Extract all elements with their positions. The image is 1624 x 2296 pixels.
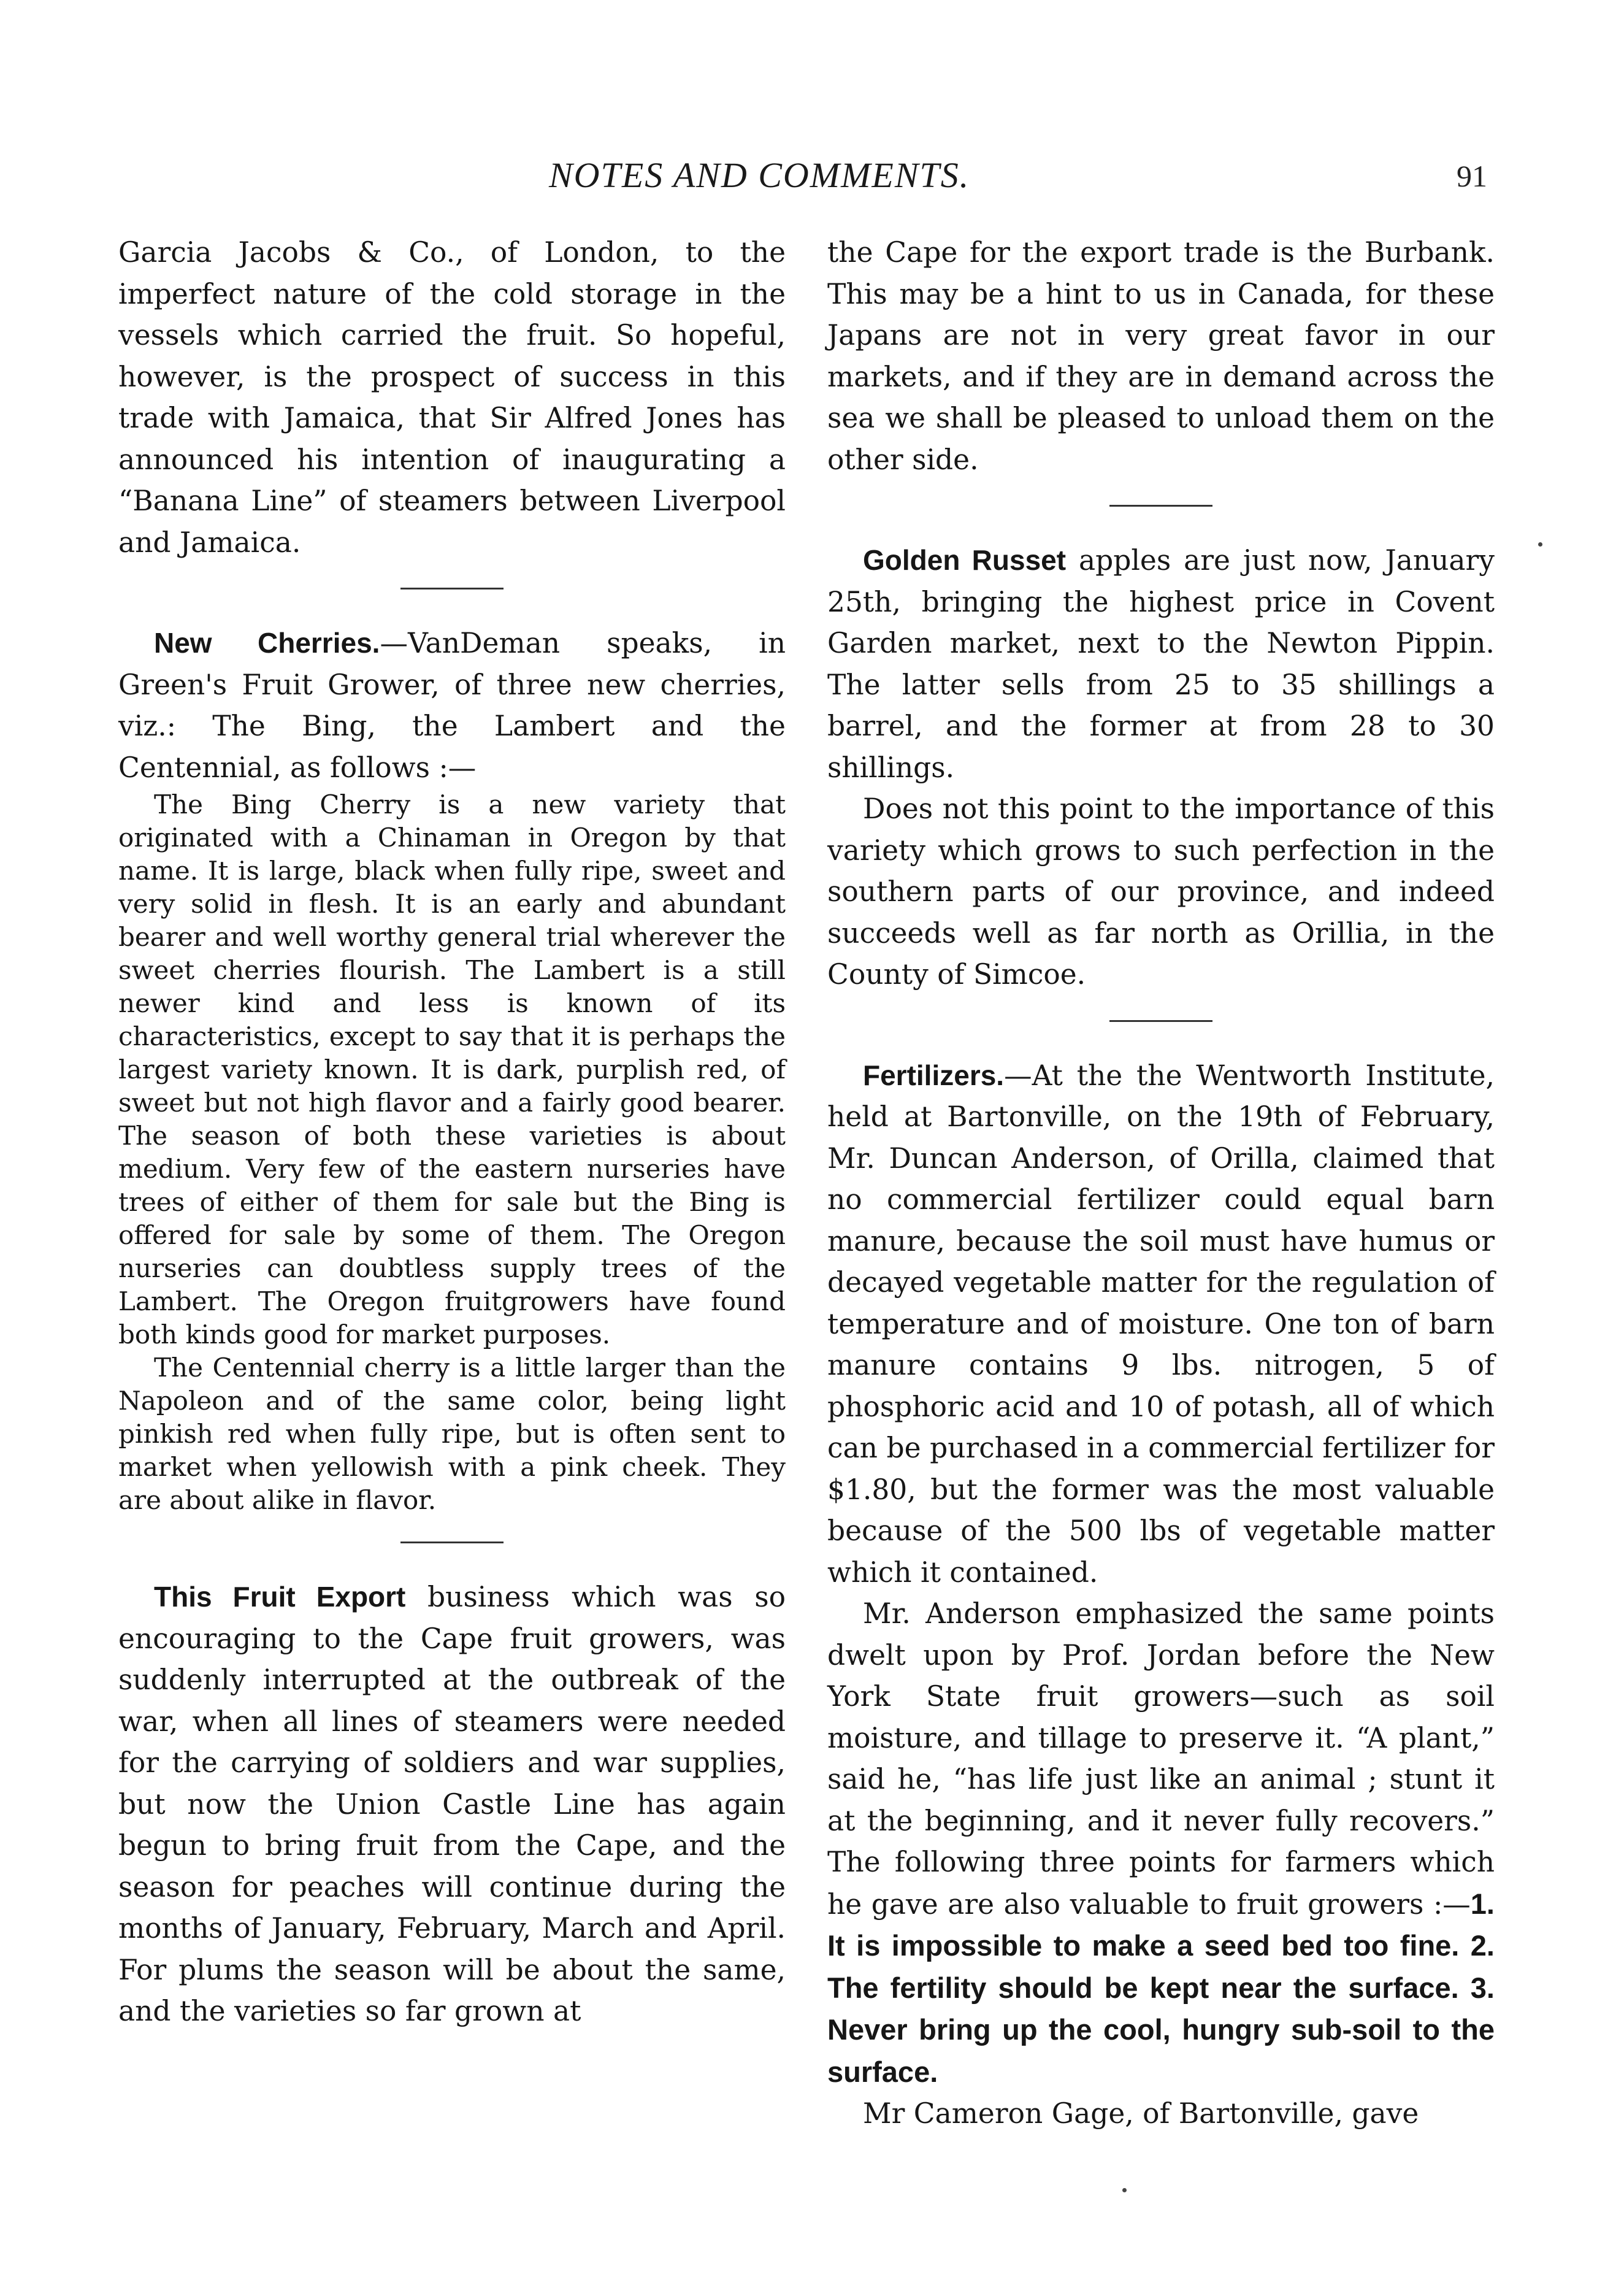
paragraph: Mr Cameron Gage, of Bartonville, gave (863, 2097, 1419, 2130)
section-heading: Golden Russet (863, 544, 1067, 576)
block-quote: The Bing Cherry is a new variety that originated with a Chinaman in Oregon by that name. It is large, black when fully ripe, sweet and very solid in flesh. It is an early and abundant bearer and well worthy general trial wherever the sweet cherries flourish. The Lambert is a still newer kind and less is known of its characteristics, except to say that it is perhaps the largest variety known. It is dark, purplish red, of sweet but not high flavor and a fairly good bearer. The season of both these varieties is about medium. Very few of the eastern nurseries have trees of either of them for sale but the Bing is offered for sale by some of them. The Oregon nurseries can doubtless supply trees of the Lambert. The Oregon fruitgrowers have found both kinds good for market purposes. (118, 789, 786, 1350)
continuation-paragraph: Garcia Jacobs & Co., of London, to the imperfect nature of the cold storage in the vessels which carried the fruit. So hopeful, however, is the prospect of success in this trade with Jamaica, that Sir Alfred Jones has announced his intention of inaugurating a “Banana Line” of steamers between Liverpool and Jamaica. (118, 236, 786, 559)
page-number: 91 (1457, 159, 1487, 193)
paragraph: Does not this point to the importance of this variety which grows to such perfection in the southern parts of our province, and indeed succeeds well as far north as Orillia, in the County of Simcoe. (827, 793, 1495, 991)
block-quote: The Centennial cherry is a little larger than the Napoleon and of the same color, being light pinkish red when fully ripe, but is often sent to market when yellowish with a pink cheek. They are about alike in flavor. (118, 1353, 786, 1515)
paragraph-text: —At the the Wentworth Institute, held at Bartonville, on the 19th of February, Mr. Duncan Anderson, of Orilla, claimed that no commercial fertilizer could equal barn manure, because the soil must have humus or decayed vegetable matter for the regulation of temperature and of moisture. One ton of barn manure contains 9 lbs. nitrogen, 5 of phosphoric acid and 10 of potash, all of which can be purchased in a commercial fertilizer for $1.80, but the former was the most valuable because of the 500 lbs of vegetable matter which it contained. (827, 1059, 1495, 1589)
section-heading: New Cherries. (154, 627, 380, 659)
section-heading: Fertilizers. (863, 1059, 1005, 1091)
section-heading: This Fruit Export (154, 1581, 406, 1613)
section-divider (1109, 505, 1212, 507)
paragraph-text: apples are just now, January 25th, bringing the highest price in Covent Garden market, next to the Newton Pippin. The latter sells from 25 to 35 shillings a barrel, and the former at from 28 to 30 shillings. (827, 544, 1495, 784)
new-cherries-paragraph (118, 623, 786, 788)
paragraph (827, 1593, 1495, 2093)
left-column (118, 232, 786, 2032)
continuation-paragraph: the Cape for the export trade is the Burbank. This may be a hint to us in Canada, for these Japans are not in very great favor in our markets, and if they are in demand across the sea we shall be pleased to unload them on the other side. (827, 236, 1495, 476)
fruit-export-paragraph (118, 1576, 786, 2032)
section-divider (400, 1542, 504, 1543)
section-divider (1109, 1020, 1212, 1022)
golden-russet-paragraph (827, 540, 1495, 788)
right-column (827, 232, 1495, 2135)
section-divider (400, 588, 504, 589)
ink-speck (1122, 2188, 1127, 2192)
fertilizers-paragraph (827, 1055, 1495, 1594)
running-head: NOTES AND COMMENTS. (549, 155, 970, 195)
bold-points: 1. It is impossible to make a seed bed too fine. 2. The fertility should be kept near the surface. 3. Never bring up the cool, hungry sub-soil to the surface. (827, 1887, 1495, 2088)
ink-speck (1538, 542, 1542, 547)
paragraph-text: business which was so encouraging to the Cape fruit growers, was suddenly interrupted at the outbreak of the war, when all lines of steamers were needed for the carrying of soldiers and war supplies, but now the Union Castle Line has again begun to bring fruit from the Cape, and the season for peaches will continue during the months of January, February, March and April. For plums the season will be about the same, and the varieties so far grown at (118, 1581, 786, 2027)
paragraph-text: Mr. Anderson emphasized the same points dwelt upon by Prof. Jordan before the New York State fruit growers—such as soil moisture, and tillage to preserve it. “A plant,” said he, “has life just like an animal ; stunt it at the beginning, and it never fully recovers.” The following three points for farmers which he gave are also valuable to fruit growers :— (827, 1597, 1495, 1921)
paragraph-text: —VanDeman speaks, in Green's Fruit Grower, of three new cherries, viz.: The Bing, the Lambert and the Centennial, as follows :— (118, 627, 786, 784)
